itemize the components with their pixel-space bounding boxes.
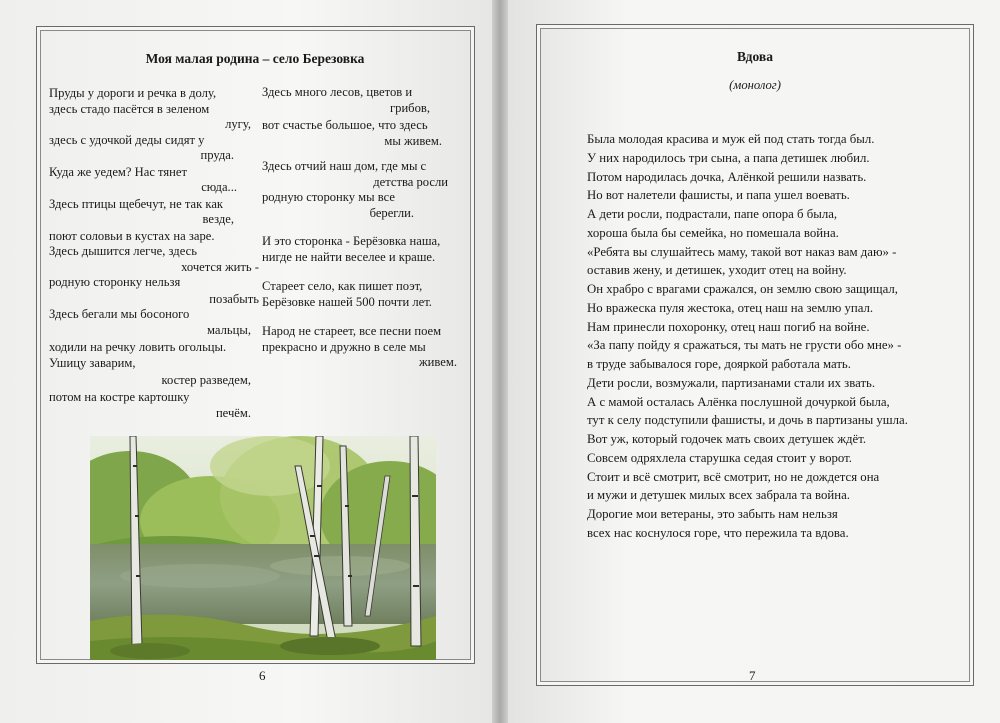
book-spine (492, 0, 508, 723)
poem-line: берегли. (369, 205, 414, 220)
poem-line: позабыть (209, 291, 259, 306)
river-birch-photo (90, 436, 436, 660)
poem-line: Потом народилась дочка, Алёнкой решили назвать. (587, 169, 867, 184)
poem-line: здесь с удочкой деды сидят у (49, 132, 205, 147)
poem-line: нигде не найти веселее и краше. (262, 249, 436, 264)
poem-line: Дети росли, возмужали, партизанами стали их звать. (587, 375, 876, 390)
poem-line: живем. (418, 355, 457, 369)
poem-line: грибов, (389, 100, 430, 115)
poem-line: Здесь отчий наш дом, где мы с (262, 159, 427, 173)
poem-line: Была молодая красива и муж ей под стать тогда был. (587, 132, 875, 146)
poem-line: оставив жену, и детишек, уходит отец на войну. (587, 263, 847, 278)
poem-line: и мужи и детушек милых всех забрала та война. (587, 488, 850, 503)
poem-line: вот счастье большое, что здесь (262, 118, 428, 132)
poem-line: мы живем. (384, 133, 442, 148)
poem-line: Нам принесли похоронку, отец наш погиб на войне. (587, 319, 870, 334)
poem-line: У них народилось три сына, а папа детишек любил. (587, 150, 870, 165)
poem-line: пруда. (200, 148, 234, 162)
poem-line: Берёзовке нашей 500 почти лет. (262, 294, 432, 309)
poem-line: Народ не стареет, все песни поем (262, 324, 442, 338)
poem-line: Здесь дышится легче, здесь (49, 244, 197, 258)
poem-line: сюда... (201, 180, 237, 194)
stanza-gap (262, 310, 472, 324)
poem-line: Куда же уедем? Нас тянет (49, 164, 188, 179)
monologue-poem (587, 130, 967, 543)
stanza-gap (262, 265, 472, 279)
page-number-left: 6 (259, 668, 266, 683)
poem-line: А дети росли, подрастали, папе опора б была, (587, 207, 838, 221)
poem-line: везде, (202, 212, 234, 226)
poem-line: в труде забывалося горе, дояркой работала мать. (587, 357, 851, 371)
poem-line: А с мамой осталась Алёнка послушной дочуркой была, (587, 394, 890, 409)
poem-line: Здесь много лесов, цветов и (262, 85, 413, 99)
poem-line: мальцы, (207, 322, 251, 337)
poem-line: Пруды у дороги и речка в долу, (49, 86, 217, 100)
stanza-gap (262, 221, 472, 231)
poem-line: родную сторонку мы все (262, 190, 395, 204)
right-page-title: Вдова (737, 49, 773, 64)
poem-column-2 (262, 85, 472, 371)
poem-line: Но вот налетели фашисты, и папа ушел воевать. (587, 188, 850, 203)
poem-line: родную сторонку нельзя (49, 275, 181, 289)
poem-line: прекрасно и дружно в селе мы (262, 339, 426, 354)
poem-line: Ушицу заварим, (49, 355, 136, 370)
poem-line: «За папу пойду я сражаться, ты мать не грусти обо мне» - (587, 338, 902, 353)
poem-line: Дорогие мои ветераны, это забыть нам нельзя (587, 507, 838, 521)
poem-line: костер разведем, (161, 373, 251, 387)
poem-line: Здесь бегали мы босоного (49, 307, 190, 321)
poem-line: лугу, (225, 117, 251, 131)
poem-line: Он храбро с врагами сражался, он землю свою защищал, (587, 282, 898, 296)
poem-line: Стареет село, как пишет поэт, (262, 279, 423, 293)
page-number-right: 7 (749, 668, 756, 683)
poem-line: Здесь птицы щебечут, не так как (49, 196, 224, 211)
poem-line: Стоит и всё смотрит, всё смотрит, но не дождется она (587, 469, 880, 484)
poem-line: Но вражеска пуля жестока, отец наш на землю упал. (587, 300, 874, 315)
poem-line: детства росли (373, 174, 448, 189)
stanza-gap (262, 149, 472, 159)
poem-line: хочется жить - (181, 259, 259, 274)
poem-line: И это сторонка - Берёзовка наша, (262, 234, 441, 248)
poem-line: тут к селу подступили фашисты, и дочь в партизаны ушла. (587, 413, 908, 428)
poem-line: Совсем одряхлела старушка седая стоит у ворот. (587, 450, 852, 465)
poem-line: «Ребята вы слушайтесь маму, такой вот наказ вам даю» - (587, 244, 897, 259)
poem-column-1 (49, 86, 259, 422)
poem-line: всех нас коснулося горе, что пережила та вдова. (587, 525, 849, 540)
right-page-subtitle: (монолог) (729, 78, 781, 92)
poem-line: потом на костре картошку (49, 389, 190, 404)
poem-line: здесь стадо пасётся в зеленом (49, 101, 210, 116)
poem-line: Вот уж, который годочек мать своих детушек ждёт. (587, 432, 867, 446)
left-page-title: Моя малая родина – село Березовка (145, 51, 365, 66)
poem-line: печём. (215, 406, 251, 420)
poem-line: хороша была бы семейка, но помешала война. (587, 225, 839, 240)
poem-line: ходили на речку ловить огольцы. (49, 340, 227, 354)
poem-line: поют соловьи в кустах на заре. (49, 228, 215, 243)
landscape-photo-image (90, 436, 436, 660)
